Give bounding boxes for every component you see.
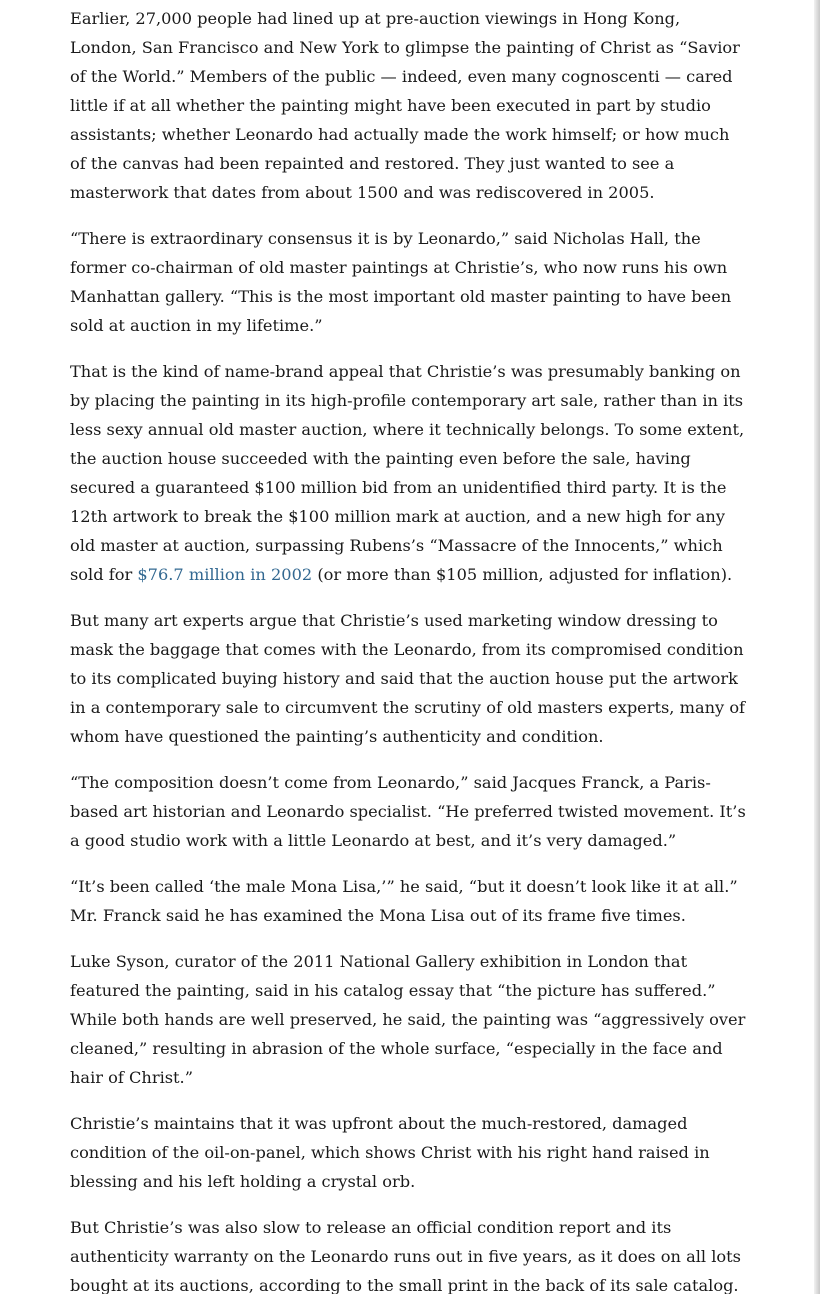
article-body — [70, 4, 750, 1294]
paragraph-2: “There is extraordinary consensus it is by Leonardo,” said Nicholas Hall, the former co-chairman of old master paintings at Christie’s, who now runs his own Manhattan gallery. “This is the most important old master painting to have been sold at auction in my lifetime.” — [70, 229, 732, 335]
paragraph-9: But Christie’s was also slow to release an official condition report and its authenticity warranty on the Leonardo runs out in five years, as it does on all lots bought at its auctions, according to the small print in the back of its sale catalog. — [70, 1218, 741, 1294]
page-edge-shadow — [814, 0, 820, 1294]
paragraph-4: But many art experts argue that Christie’s used marketing window dressing to mask the baggage that comes with the Leonardo, from its compromised condition to its complicated buying history and said that the auction house put the artwork in a contemporary sale to circumvent the scrutiny of old masters experts, many of whom have questioned the painting’s authenticity and condition. — [70, 611, 746, 746]
paragraph-7: Luke Syson, curator of the 2011 National Gallery exhibition in London that featured the painting, said in his catalog essay that “the picture has suffered.” While both hands are well preserved, he said, the painting was “aggressively over cleaned,” resulting in abrasion of the whole surface, “especially in the face and hair of Christ.” — [70, 952, 746, 1087]
paragraph-3-text-before: That is the kind of name-brand appeal that Christie’s was presumably banking on by placing the painting in its high-profile contemporary art sale, rather than in its less sexy annual old master auction, where it technically belongs. To some extent, the auction house succeeded with the painting even before the sale, having secured a guaranteed $100 million bid from an unidentified third party. It is the 12th artwork to break the $100 million mark at auction, and a new high for any old master at auction, surpassing Rubens’s “Massacre of the Innocents,” which sold for — [70, 362, 745, 584]
paragraph-1: Earlier, 27,000 people had lined up at pre-auction viewings in Hong Kong, London, San Francisco and New York to glimpse the painting of Christ as “Savior of the World.” Members of the public — indeed, even many cognoscenti — cared little if at all whether the painting might have been executed in part by studio assistants; whether Leonardo had actually made the work himself; or how much of the canvas had been repainted and restored. They just wanted to see a masterwork that dates from about 1500 and was rediscovered in 2005. — [70, 9, 740, 202]
paragraph-8: Christie’s maintains that it was upfront about the much-restored, damaged condition of the oil-on-panel, which shows Christ with his right hand raised in blessing and his left holding a crystal orb. — [70, 1114, 710, 1191]
paragraph-3 — [70, 357, 750, 589]
paragraph-6: “It’s been called ‘the male Mona Lisa,’” he said, “but it doesn’t look like it at all.” Mr. Franck said he has examined the Mona Lisa out of its frame five times. — [70, 877, 738, 925]
paragraph-3-text-after: (or more than $105 million, adjusted for inflation). — [312, 565, 733, 584]
paragraph-5: “The composition doesn’t come from Leonardo,” said Jacques Franck, a Paris-based art historian and Leonardo specialist. “He preferred twisted movement. It’s a good studio work with a little Leonardo at best, and it’s very damaged.” — [70, 773, 746, 850]
rubens-sale-link[interactable]: $76.7 million in 2002 — [137, 565, 313, 584]
